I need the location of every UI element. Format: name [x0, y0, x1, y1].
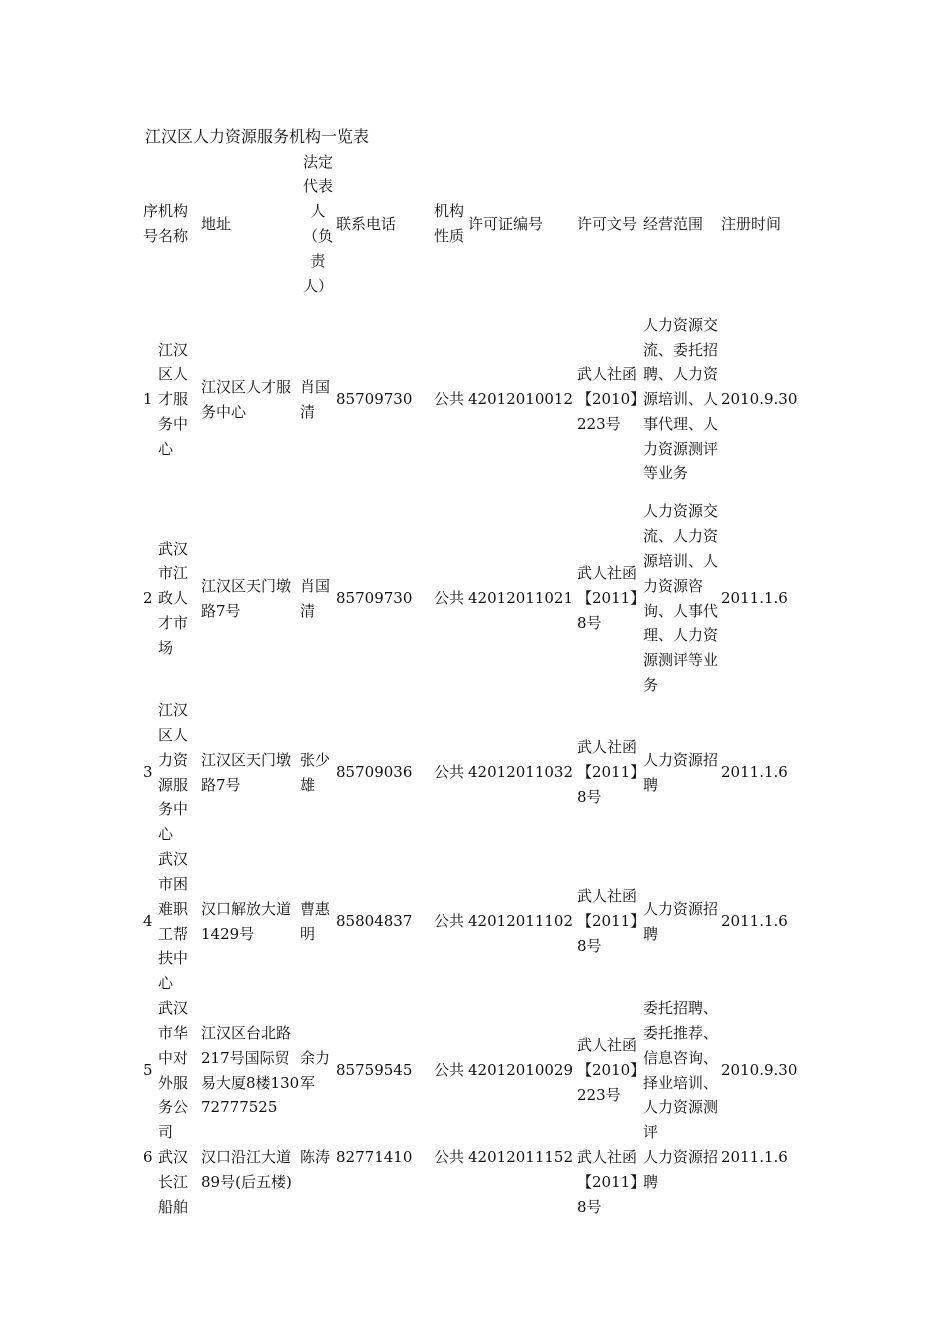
- table-row: [143, 1145, 811, 1220]
- cell-doc: 武人社函【2011】8号: [577, 738, 638, 806]
- cell-nature: 公共: [434, 390, 465, 409]
- cell-address: 汉口解放大道1429号: [201, 899, 292, 943]
- cell-phone: 85804837: [336, 912, 413, 931]
- cell-rep: 张少雄: [300, 750, 331, 794]
- document-title: 江汉区人力资源服务机构一览表: [145, 127, 370, 146]
- cell-date: 2011.1.6: [721, 589, 788, 608]
- cell-scope: 人力资源招聘: [643, 1148, 719, 1191]
- cell-nature: 公共: [434, 1148, 465, 1166]
- cell-doc: 武人社函【2011】8号: [577, 1148, 638, 1216]
- header-cell: 许可文号: [577, 214, 638, 233]
- cell-rep: 陈涛: [300, 1148, 331, 1166]
- header-cell: 序号: [143, 202, 159, 245]
- cell-phone: 82771410: [336, 1148, 413, 1166]
- cell-rep: 肖国清: [300, 576, 331, 620]
- cell-address: 汉口沿江大道89号(后五楼): [201, 1148, 292, 1191]
- cell-doc: 武人社函【2011】8号: [577, 564, 638, 632]
- institution-table: [143, 148, 811, 1220]
- cell-address: 江汉区天门墩路7号: [201, 576, 292, 620]
- header-cell: 注册时间: [721, 214, 782, 233]
- cell-nature: 公共: [434, 912, 465, 931]
- table-row: [143, 698, 811, 847]
- cell-doc: 武人社函【2010】223号: [577, 1036, 638, 1104]
- cell-no: 6: [143, 1148, 153, 1166]
- cell-phone: 85759545: [336, 1061, 413, 1080]
- cell-name: 武汉市华中对外服务公司: [158, 999, 189, 1142]
- cell-name: 江汉区人力资源服务中心: [158, 701, 189, 844]
- cell-phone: 85709730: [336, 390, 413, 409]
- cell-license: 42012011152: [468, 1148, 573, 1166]
- cell-scope: 人力资源招聘: [643, 750, 719, 794]
- table-row: [143, 847, 811, 996]
- cell-doc: 武人社函【2010】223号: [577, 365, 638, 433]
- cell-date: 2011.1.6: [721, 912, 788, 931]
- cell-name: 武汉长江船舶: [158, 1148, 189, 1216]
- cell-rep: 肖国清: [300, 377, 331, 421]
- cell-license: 42012010012: [468, 390, 573, 409]
- cell-doc: 武人社函【2011】8号: [577, 887, 638, 955]
- cell-license: 42012011021: [468, 589, 573, 608]
- table-row: [143, 499, 811, 698]
- cell-phone: 85709036: [336, 763, 413, 782]
- cell-phone: 85709730: [336, 589, 413, 608]
- cell-rep: 曹惠明: [300, 899, 331, 943]
- cell-scope: 人力资源招聘: [643, 899, 719, 943]
- cell-address: 江汉区人才服务中心: [201, 377, 292, 421]
- cell-date: 2011.1.6: [721, 1148, 788, 1166]
- cell-nature: 公共: [434, 589, 465, 608]
- header-cell: 机构名称: [158, 202, 189, 245]
- header-cell: 地址: [201, 214, 232, 233]
- cell-name: 江汉区人才服务中心: [158, 340, 189, 458]
- cell-scope: 人力资源交流、委托招聘、人力资源培训、人事代理、人力资源测评等业务: [643, 315, 719, 483]
- cell-rep: 余力军: [300, 1048, 331, 1092]
- cell-no: 5: [143, 1061, 153, 1080]
- header-cell: 许可证编号: [468, 214, 544, 233]
- cell-no: 1: [143, 390, 153, 409]
- cell-nature: 公共: [434, 763, 465, 782]
- cell-license: 42012010029: [468, 1061, 573, 1080]
- header-cell: 法定代表人（负责人）: [303, 152, 334, 295]
- cell-date: 2010.9.30: [721, 1061, 798, 1080]
- table-row: [143, 300, 811, 499]
- cell-scope: 人力资源交流、人力资源培训、人力资源咨询、人事代理、人力资源测评等业务: [643, 502, 719, 694]
- cell-license: 42012011032: [468, 763, 573, 782]
- cell-address: 江汉区天门墩路7号: [201, 750, 292, 794]
- cell-no: 2: [143, 589, 153, 608]
- cell-nature: 公共: [434, 1061, 465, 1080]
- cell-no: 3: [143, 763, 153, 782]
- header-cell: 机构性质: [434, 202, 465, 245]
- cell-date: 2011.1.6: [721, 763, 788, 782]
- cell-date: 2010.9.30: [721, 390, 798, 409]
- cell-no: 4: [143, 912, 153, 931]
- header-cell: 经营范围: [643, 214, 704, 233]
- cell-name: 武汉市江政人才市场: [158, 539, 189, 657]
- cell-name: 武汉市困难职工帮扶中心: [158, 850, 189, 993]
- cell-license: 42012011102: [468, 912, 573, 931]
- table-row: [143, 996, 811, 1145]
- header-row: [143, 148, 811, 300]
- cell-scope: 委托招聘、委托推荐、信息咨询、择业培训、人力资源测评: [643, 999, 719, 1142]
- cell-address: 江汉区台北路217号国际贸易大厦8楼13072777525: [201, 1023, 300, 1117]
- header-cell: 联系电话: [336, 214, 397, 233]
